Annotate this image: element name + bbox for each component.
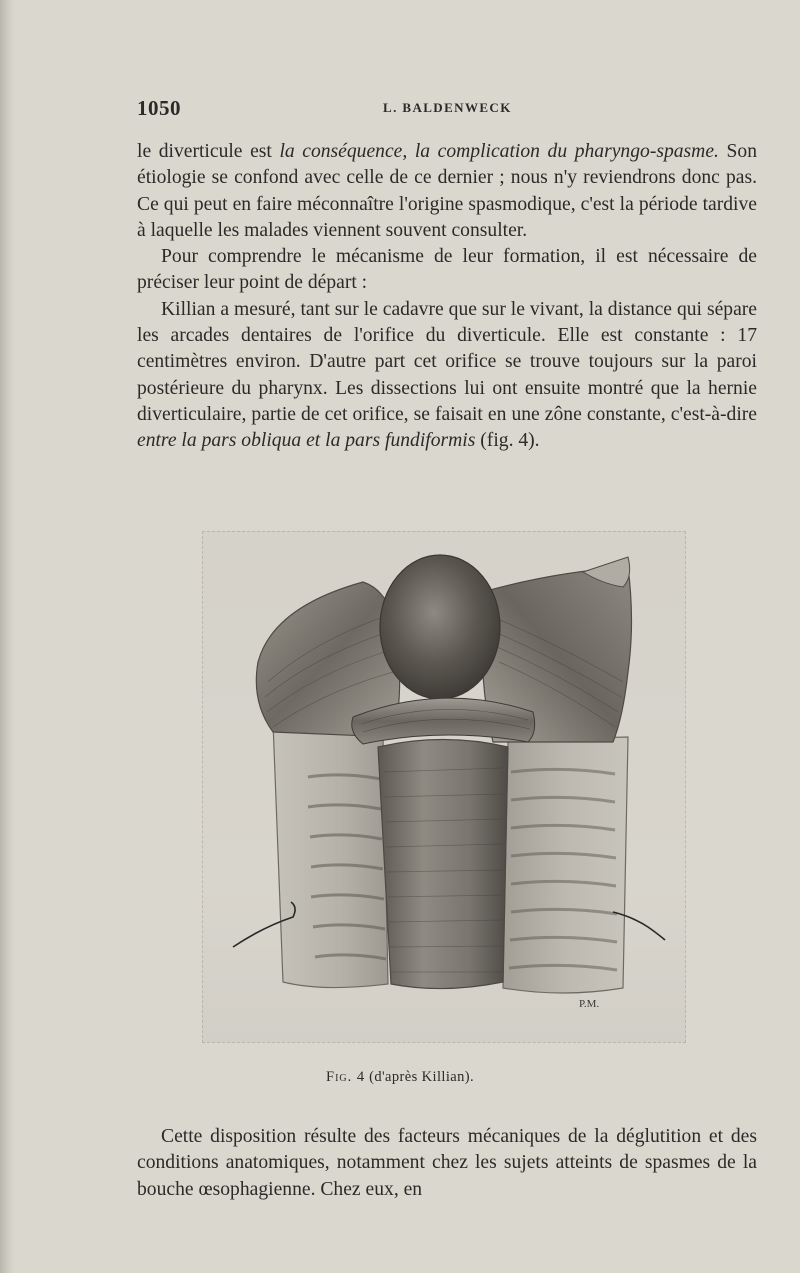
- text-run: Cette disposition résulte des facteurs mécaniques de la déglutition et des conditions anatomiques, notamment chez les sujets atteints de spasmes de la bouche œsophagienne. Chez eux, en: [137, 1126, 757, 1200]
- text-run: Killian a mesuré, tant sur le cadavre que sur le vivant, la distance qui sépare les arcades dentaires de l'orifice du diverticule. Elle est constante : 17 centimètres environ. D'autre part cet orifice se trouve toujours sur la paroi postérieure du pharynx. Les dissections lui ont ensuite montré que la hernie diverticulaire, partie de cet orifice, se faisait en une zône constante, c'est-à-dire: [137, 298, 757, 425]
- running-head-author: L. BALDENWECK: [383, 100, 512, 115]
- paragraph: [137, 1124, 757, 1203]
- caption-label: Fig. 4: [326, 1069, 366, 1085]
- page-number: 1050: [137, 96, 181, 120]
- italic-text: entre la pars obliqua et la pars fundiformis: [137, 430, 476, 452]
- paragraph: [137, 139, 757, 244]
- running-head: [137, 96, 757, 126]
- pharynx-dissection-drawing: [203, 532, 685, 1042]
- text-run: Son étiologie se confond avec celle de ce dernier ; nous n'y reviendrons donc pas. Ce qui peut en faire méconnaître l'origine spasmodique, c'est la période tardive à laquelle les malades viennent souvent consulter.: [137, 141, 758, 241]
- italic-text: la conséquence, la complication du pharyngo-spasme.: [279, 141, 719, 162]
- text-run: Pour comprendre le mécanisme de leur formation, il est nécessaire de préciser leur point de départ :: [137, 246, 757, 294]
- body-text-bottom: [137, 1124, 757, 1203]
- artist-signature: P.M.: [579, 998, 600, 1010]
- anatomical-figure: [202, 531, 686, 1043]
- figure-caption: [0, 1069, 800, 1086]
- body-text-top: [137, 139, 757, 455]
- caption-text: (d'après Killian).: [365, 1069, 474, 1085]
- paragraph: [137, 297, 757, 455]
- text-run: le diverticule est: [137, 141, 280, 162]
- text-run: (fig. 4).: [475, 430, 540, 452]
- paragraph: [137, 244, 757, 297]
